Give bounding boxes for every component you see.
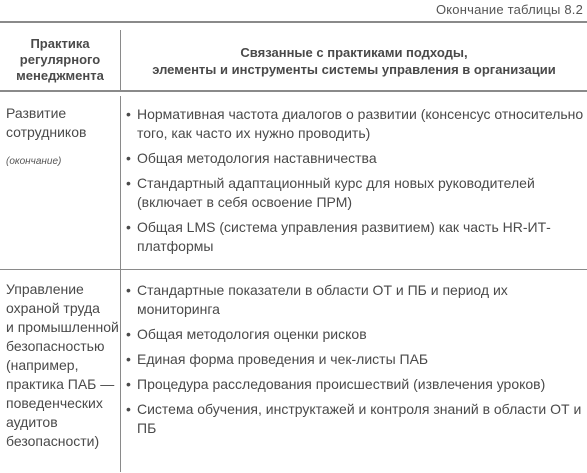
header-practice-line: Практика — [30, 36, 90, 51]
row-items-development — [126, 105, 584, 262]
header-approaches-line: элементы и инструменты системы управления в организации — [152, 62, 556, 77]
practice-line: аудитов — [6, 414, 58, 430]
list-item: • Система обучения, инструктажей и контроля знаний в области ОТ и ПБ — [126, 400, 584, 438]
header-practice-line: регулярного — [19, 52, 101, 67]
row-items-safety — [126, 281, 584, 444]
list-item: • Стандартный адаптационный курс для новых руководителей (включает в себя освоение ПРМ) — [126, 174, 584, 212]
practice-line: Управление — [6, 281, 84, 297]
practice-line: безопасности) — [6, 433, 100, 449]
table-top-rule — [0, 21, 587, 23]
list-item: • Стандартные показатели в области ОТ и ПБ и период их мониторинга — [126, 281, 584, 319]
list-item: • Нормативная частота диалогов о развитии (консенсус относительно того, как часто их нужно проводить) — [126, 105, 584, 143]
header-approaches-line: Связанные с практиками подходы, — [240, 45, 468, 60]
row-practice-safety — [6, 280, 120, 451]
practice-line: практика ПАБ — — [6, 376, 115, 392]
practice-line: Развитие — [6, 105, 67, 121]
practice-line: (например, — [6, 357, 79, 373]
list-item: • Общая методология оценки рисков — [126, 325, 584, 344]
practice-line: безопасностью — [6, 338, 105, 354]
list-item: • Общая LMS (система управления развитием) как часть HR-ИТ-платформы — [126, 218, 584, 256]
list-item: • Процедура расследования происшествий (извлечения уроков) — [126, 375, 584, 394]
table-row-divider — [0, 269, 587, 270]
header-practice-line: менеджмента — [16, 68, 104, 83]
practice-line: сотрудников — [6, 124, 87, 140]
body-column-divider — [120, 96, 121, 472]
practice-line: охраной труда — [6, 300, 100, 316]
list-item: • Общая методология наставничества — [126, 149, 584, 168]
practice-line: поведенческих — [6, 395, 103, 411]
header-approaches — [121, 44, 587, 78]
header-practice — [0, 36, 120, 84]
row-practice-development — [6, 104, 120, 171]
practice-line: и промышленной — [6, 319, 119, 335]
table-header-rule — [0, 90, 587, 92]
continuation-note: (окончание) — [6, 156, 62, 167]
list-item: • Единая форма проведения и чек-листы ПАБ — [126, 350, 584, 369]
table-caption: Окончание таблицы 8.2 — [435, 2, 583, 17]
